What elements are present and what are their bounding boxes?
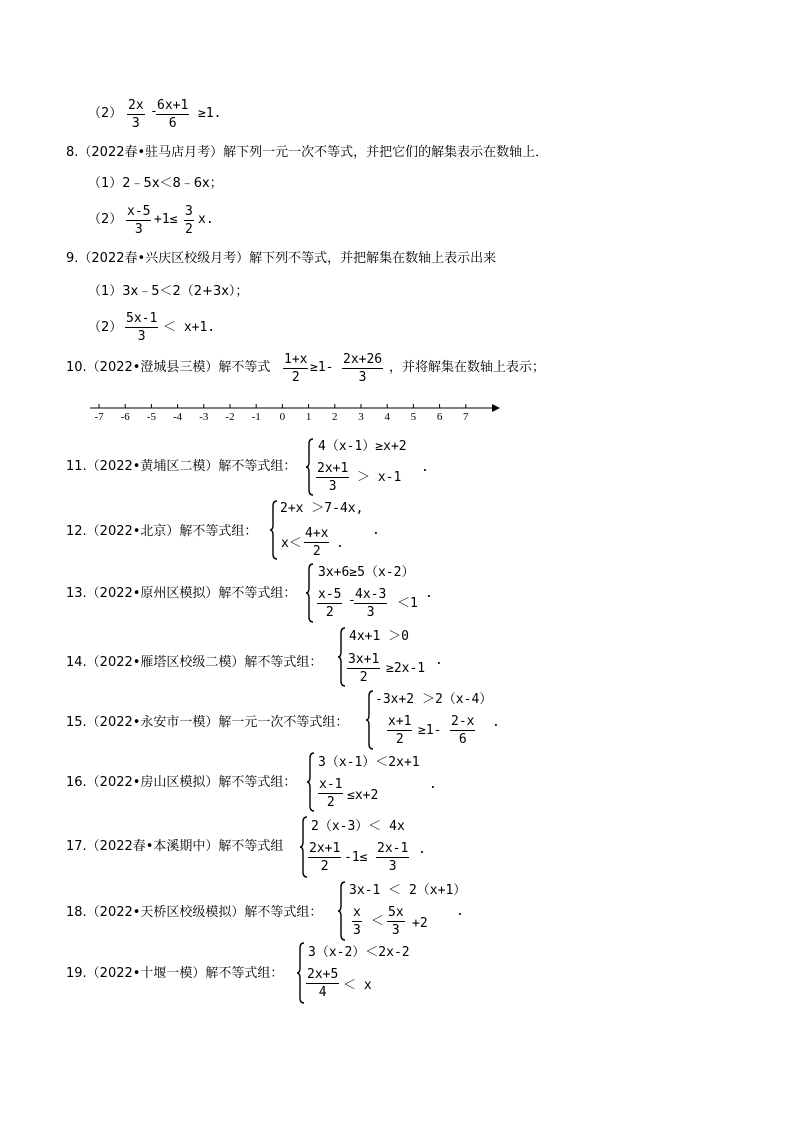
axis-tick-label: -4 [173, 411, 183, 423]
system-row-1: -3x+2 ＞2（x-4） [375, 692, 493, 707]
axis-tick-label: -5 [146, 411, 156, 423]
problem-header: 16.（2022•房山区模拟）解不等式组： [66, 775, 297, 790]
fraction: $\frac{2x-1}{3}$ [377, 841, 409, 874]
fraction: $\frac{2x+26}{3}$ [343, 352, 383, 385]
axis-tick-label: 4 [384, 411, 390, 423]
fraction: $\frac{2x+1}{3}$ [317, 461, 349, 494]
left-brace [338, 627, 346, 687]
part-1: （1）2﹣5x＜8﹣6x； [88, 176, 223, 191]
axis-tick-label: -2 [225, 411, 235, 423]
system-row-1: 4x+1 ＞0 [349, 629, 409, 644]
left-brace [306, 563, 314, 623]
system-row-1: 4（x-1）≥x+2 [318, 439, 407, 454]
fraction: $\frac{4x-3}{3}$ [355, 587, 387, 620]
part-label: （2） [88, 212, 123, 227]
system-row-1: 2+x ＞7-4x, [280, 501, 364, 516]
fraction: $\frac{2-x}{6}$ [451, 714, 475, 747]
fraction: $\frac{5x-1}{3}$ [126, 311, 158, 344]
fraction: $\frac{x}{3}$ [353, 905, 361, 938]
problem-header: 18.（2022•天桥区校级模拟）解不等式组： [66, 905, 323, 920]
problem-header: 15.（2022•永安市一模）解一元一次不等式组： [66, 715, 349, 730]
system-row-1: 3（x-1）＜2x+1 [318, 755, 420, 770]
problem-header: 14.（2022•雁塔区校级二模）解不等式组： [66, 655, 323, 670]
left-brace [300, 816, 308, 878]
fraction: $\frac{6x+1}{6}$ [157, 98, 189, 131]
problem-header: 8.（2022春•驻马店月考）解下列一元一次不等式，并把它们的解集表示在数轴上． [66, 145, 549, 160]
axis-tick-label: 7 [463, 411, 469, 423]
system-row-1: 2（x-3）＜ 4x [311, 819, 405, 834]
axis-tick-label: 3 [358, 411, 364, 423]
system-row-1: 3（x-2）＜2x-2 [308, 945, 410, 960]
axis-tick-label: -3 [199, 411, 209, 423]
axis-tick-label: 6 [436, 411, 443, 423]
fraction: $\frac{x-5}{2}$ [318, 587, 342, 620]
problem-header: 12.（2022•北京）解不等式组： [66, 524, 258, 539]
left-brace [270, 500, 278, 560]
axis-tick-label: -1 [251, 411, 261, 423]
axis-tick-label: 1 [305, 411, 312, 423]
left-brace [338, 881, 346, 941]
axis-tick-label: -7 [94, 411, 104, 423]
problem-header: 19.（2022•十堰一模）解不等式组： [66, 966, 284, 981]
problem-header: 9.（2022春•兴庆区校级月考）解下列不等式，并把解集在数轴上表示出来 [66, 251, 497, 266]
fraction: $\frac{2x}{3}$ [128, 98, 144, 131]
fraction: $\frac{3x+1}{2}$ [348, 652, 380, 685]
part-label: （2） [88, 320, 123, 335]
left-brace [366, 690, 374, 750]
fraction: $\frac{2x+5}{4}$ [307, 967, 339, 1000]
axis-tick-label: 0 [279, 411, 286, 423]
fraction: $\frac{5x}{3}$ [388, 905, 404, 938]
axis-tick-label: -6 [120, 411, 130, 423]
problem-header: 17.（2022春•本溪期中）解不等式组 [66, 839, 284, 854]
fraction: $\frac{x-5}{3}$ [127, 204, 151, 237]
worksheet-page: （2） $\frac{2x}{3}$ - $\frac{6x+1}{6}$ ≥1. 8.（2022春•驻马店月考）解下列一元一次不等式，并把它们的解集表示在数轴上． （1）2﹣5x＜8﹣6x； （2） $\frac{x-5}{3}$ +1≤ $\frac{3}{2}$ x. 9.（2022春•兴庆区校级月考）解下列不等式，并把解集在数轴上表示出来 （1）3x﹣5＜2（2+3x）； （2） $\frac{5x-1}{3}$ ＜ x+1. 10.（2022•澄城县三模）解不等式 $\frac{1+x}{2}$ ≥1- $\frac{2x+26}{3}$ ，并将解集在数轴上表示； -7 -6 -5 -4 -3 -2 -1 0 1 2 3 4 5 6 7 11.（2022•黄埔区二模）解不等式组： 4（x-1）≥x+2 $\frac{2x+1}{3}$ ＞ x-1 . 12.（2022•北京）解不等式组： 2+x ＞7-4x, x＜ $\frac{4+x}{2}$ . . 13.（2022•原州区模拟）解不等式组： 3x+6≥5（x-2） $\frac{x-5}{2}$ - $\frac{4x-3}{3}$ ＜1 . 14.（2022•雁塔区校级二模）解不等式组： 4x+1 ＞0 $\frac{3x+1}{2}$ ≥2x-1 . 15.（2022•永安市一模）解一元一次不等式组： -3x+2 ＞2（x-4） $\frac{x+1}{2}$ ≥1- $\frac{2-x}{6}$ . 16.（2022•房山区模拟）解不等式组： 3（x-1）＜2x+1 $\frac{x-1}{2}$ ≤x+2 . 17.（2022春•本溪期中）解不等式组 2（x-3）＜ 4x $\frac{2x+1}{2}$ -1≤ $\frac{2x-1}{3}$ . 18.（2022•天桥区校级模拟）解不等式组： 3x-1 ＜ 2（x+1） $\frac{x}{3}$ ＜ $\frac{5x}{3}$ +2 . 19.（2022•十堰一模）解不等式组： 3（x-2）＜2x-2 $\frac{2x+5}{4}$ ＜ x [0, 0, 794, 1123]
axis-tick-label: 2 [332, 411, 338, 423]
fraction: $\frac{x+1}{2}$ [388, 714, 412, 747]
system-row-1: 3x+6≥5（x-2） [318, 565, 415, 580]
left-brace [306, 438, 314, 496]
fraction: $\frac{3}{2}$ [185, 204, 193, 237]
fraction: $\frac{2x+1}{2}$ [309, 841, 341, 874]
problem-header: 10.（2022•澄城县三模）解不等式 [66, 360, 271, 375]
left-brace [297, 942, 305, 1004]
problem-header: 11.（2022•黄埔区二模）解不等式组： [66, 459, 297, 474]
fraction: $\frac{1+x}{2}$ [284, 352, 308, 385]
system-row-1: 3x-1 ＜ 2（x+1） [349, 883, 467, 898]
part-1: （1）3x﹣5＜2（2+3x）； [88, 284, 249, 299]
part-label: （2） [88, 106, 123, 121]
problem-header: 13.（2022•原州区模拟）解不等式组： [66, 586, 297, 601]
left-brace [307, 752, 315, 812]
axis-tick-label: 5 [410, 411, 417, 423]
fraction: $\frac{4+x}{2}$ [305, 526, 329, 559]
fraction: $\frac{x-1}{2}$ [319, 777, 343, 810]
